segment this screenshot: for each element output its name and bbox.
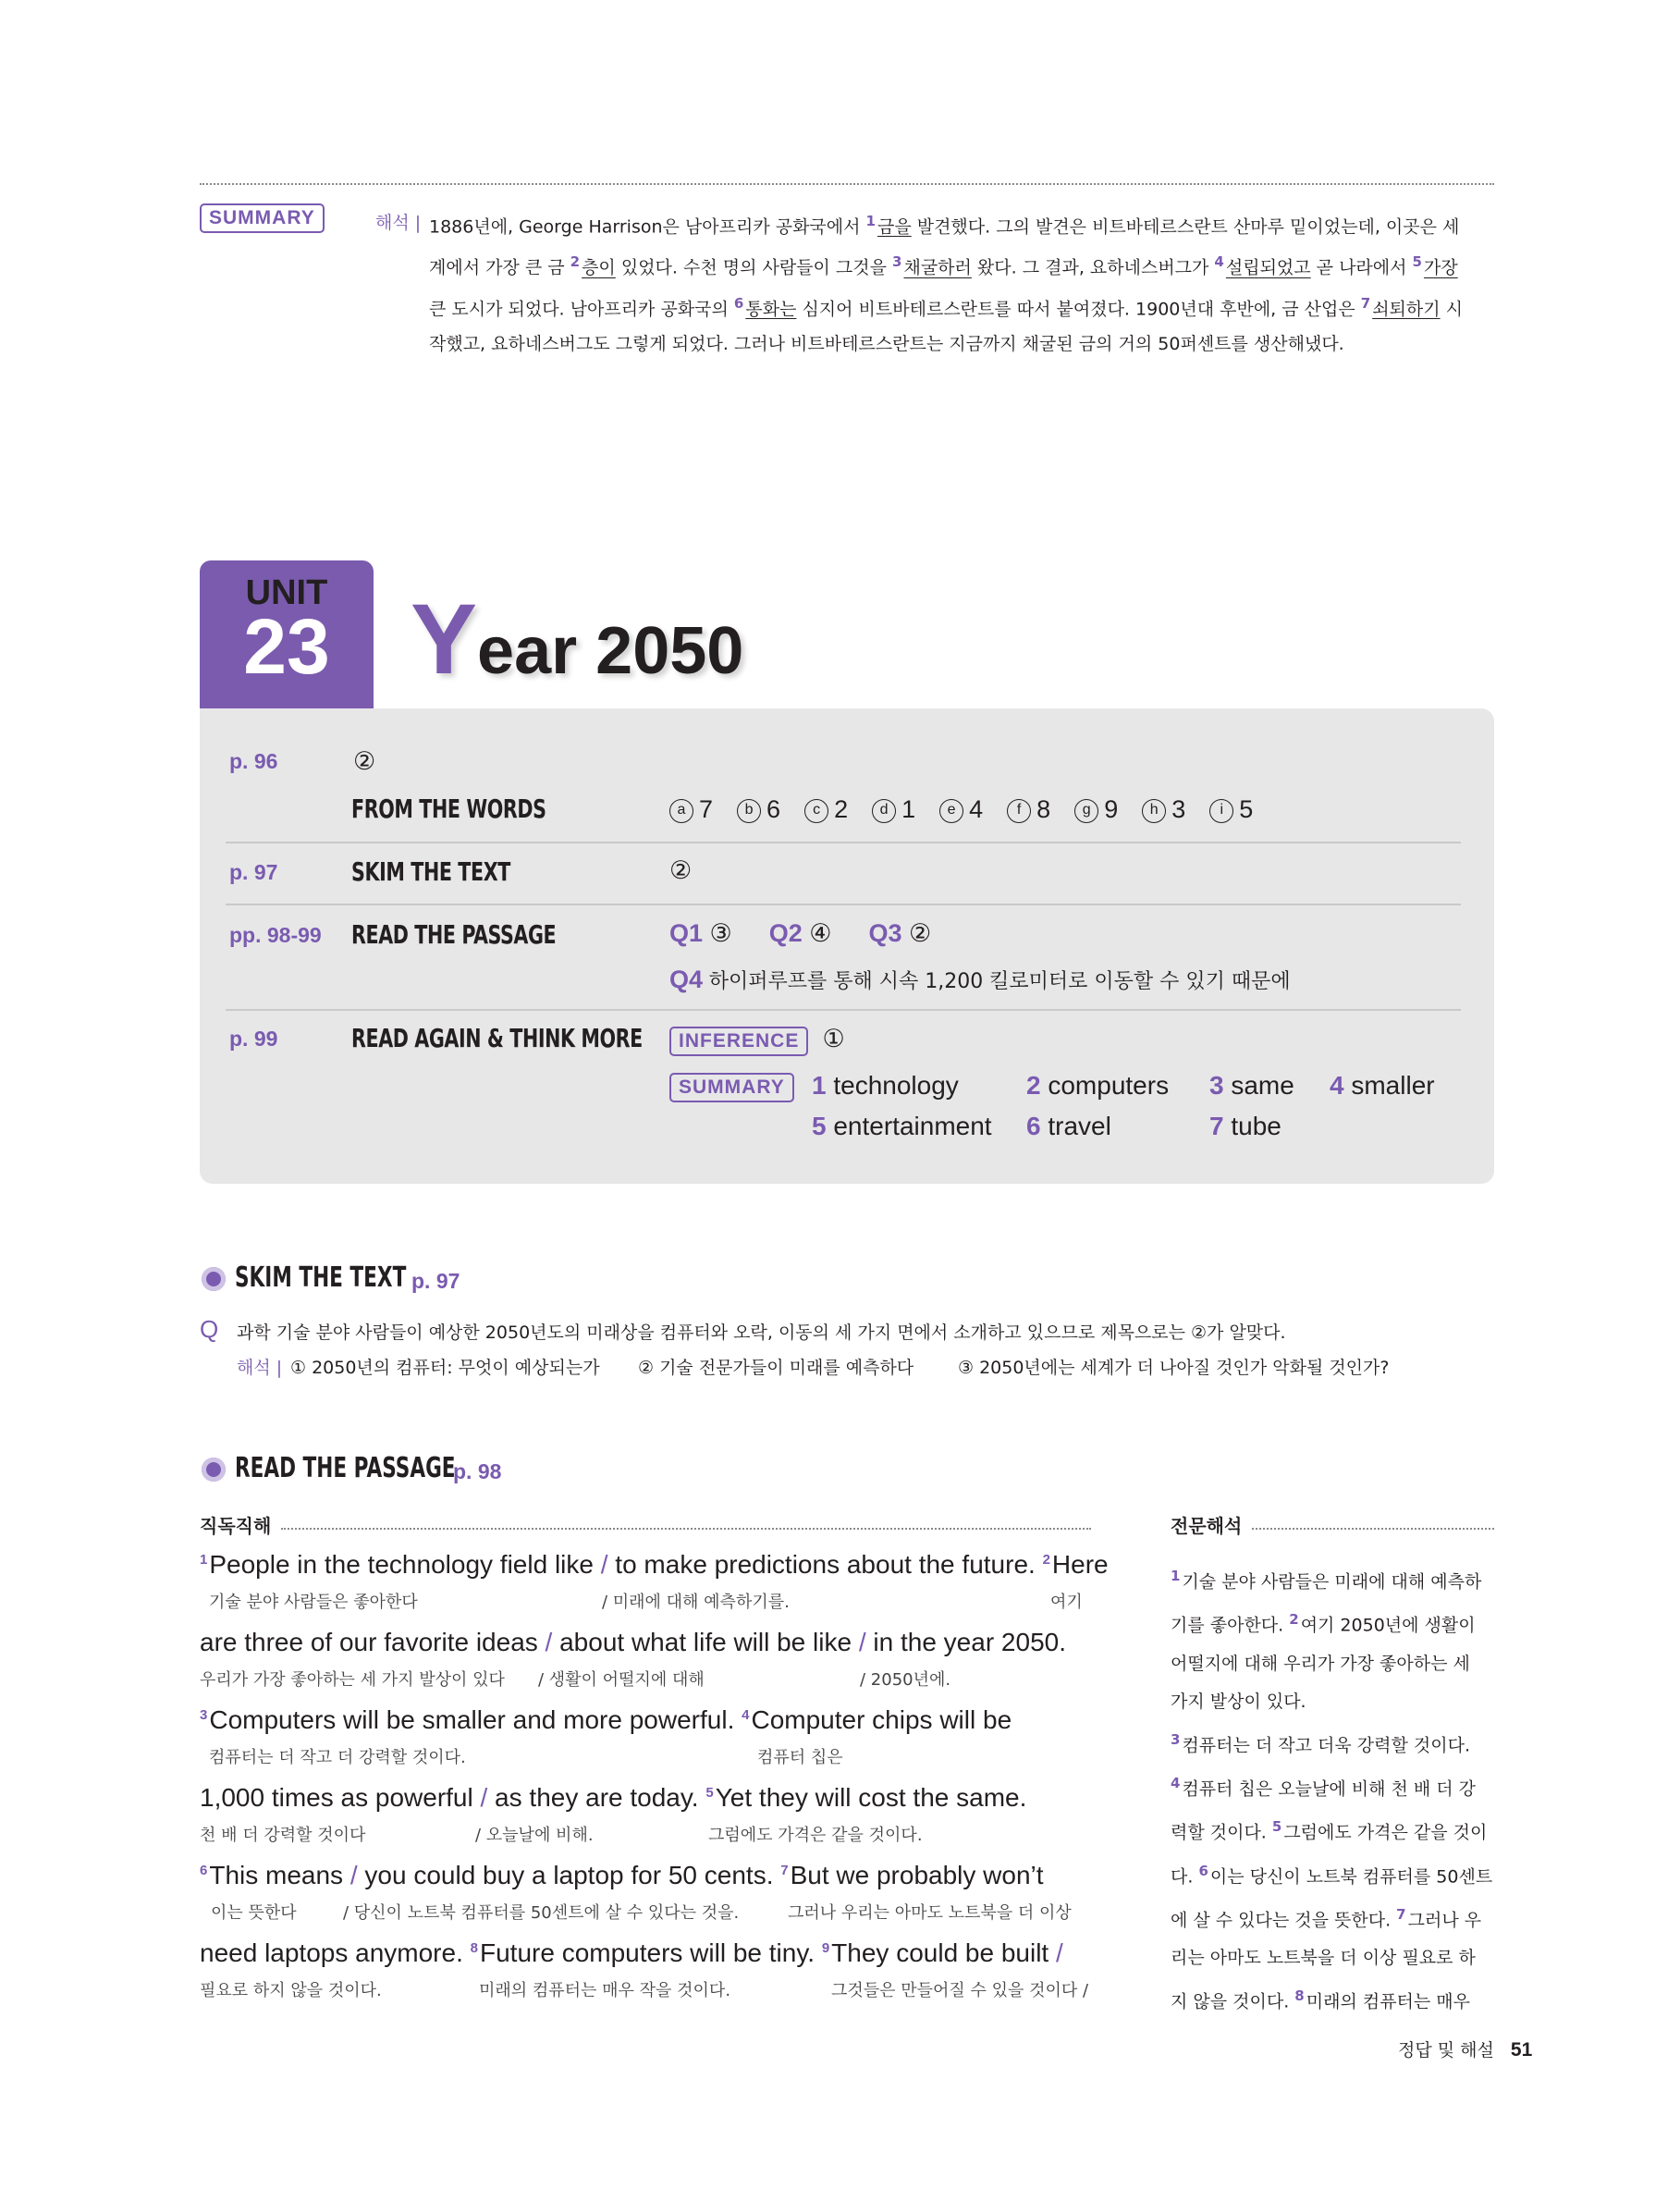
summary-row: [669, 1073, 794, 1102]
passage-korean-gloss: 이는 뜻한다: [211, 1903, 297, 1923]
passage-text: Computers will be smaller and more powerful.: [209, 1705, 742, 1734]
skim-option-3: ③ 2050년에는 세계가 더 나아질 것인가 악화될 것인가?: [958, 1358, 1390, 1378]
summary-label: 해석 |: [375, 213, 422, 233]
section-bullet: [202, 1267, 226, 1291]
passage-english-line: [200, 1938, 1063, 1968]
passage-english-line: [200, 1783, 1026, 1813]
section-read-again: READ AGAIN & THINK MORE: [351, 1023, 643, 1053]
full-text: 컴퓨터는 더 작고 더욱 강력할 것이다.: [1182, 1734, 1470, 1755]
summary-word-text: smaller: [1351, 1071, 1435, 1100]
blank-answer: 금을: [877, 216, 912, 238]
passage-korean-gloss: 필요로 하지 않을 것이다.: [200, 1981, 382, 2000]
summary-text: 1886년에, George Harrison은 남아프리카 공화국에서: [429, 216, 866, 238]
summary-word-number: 2: [1026, 1071, 1048, 1100]
direct-translation-label: 직독직해: [200, 1515, 272, 1537]
full-text: 컴퓨터 칩은 오늘날에 비해 천 배 더 강: [1182, 1778, 1477, 1800]
sentence-number: 1: [1171, 1568, 1181, 1584]
sentence-number: 8: [1294, 1987, 1305, 2005]
summary-word: [1330, 1071, 1435, 1101]
passage-korean-gloss: 그러나 우리는 아마도 노트북을 더 이상: [788, 1903, 1072, 1923]
section-read-the-passage: READ THE PASSAGE: [351, 919, 557, 950]
passage-korean-gloss: 컴퓨터 칩은: [757, 1748, 843, 1767]
sentence-number: 7: [1396, 1905, 1406, 1923]
word-number: 1: [901, 795, 916, 823]
full-text: 지 않을 것이다.: [1171, 1991, 1295, 2012]
summary-line: [429, 326, 1509, 362]
skim-page-ref: p. 97: [411, 1269, 460, 1293]
q4-answer: [669, 966, 1291, 994]
answer-p96: ②: [353, 747, 376, 775]
skim-q-label: Q: [200, 1315, 219, 1343]
inference-row: [669, 1025, 845, 1056]
word-pair: [1209, 795, 1253, 823]
summary-word-number: 1: [812, 1071, 834, 1100]
passage-text: Future computers will be tiny.: [479, 1938, 822, 1967]
sentence-number: 4: [1171, 1774, 1181, 1791]
sentence-number: 4: [742, 1706, 750, 1723]
passage-english-line: [200, 1628, 1066, 1657]
passage-text: 1,000 times as powerful: [200, 1783, 481, 1812]
passage-korean-gloss: / 미래에 대해 예측하기를.: [602, 1593, 790, 1612]
sentence-number: 9: [821, 1939, 830, 1956]
full-translation-line: [1171, 1645, 1496, 1683]
full-dots: [1252, 1528, 1494, 1530]
summary-text: 곧 나라에서: [1310, 257, 1413, 278]
skim-option-2: ② 기술 전문가들이 미래를 예측하다: [638, 1358, 914, 1378]
full-translation-line: [1171, 1601, 1496, 1644]
passage-text: as they are today.: [487, 1783, 706, 1812]
passage-english-line: [200, 1550, 1109, 1580]
question-answer: [769, 919, 832, 947]
word-pair: [737, 795, 780, 823]
full-translation-line: [1171, 1683, 1496, 1721]
passage-text: about what life will be like: [552, 1628, 859, 1656]
full-translation-line: [1171, 1721, 1496, 1765]
word-pair: [872, 795, 915, 823]
summary-word-number: 4: [1330, 1071, 1352, 1100]
page-ref-97: p. 97: [229, 860, 278, 884]
passage-english-line: [200, 1705, 1012, 1735]
passage-text: But we probably won’t: [790, 1861, 1044, 1889]
full-text: 력할 것이다.: [1171, 1822, 1272, 1843]
row-divider: [226, 904, 1461, 905]
summary-word: [812, 1071, 959, 1101]
passage-text: are three of our favorite ideas: [200, 1628, 546, 1656]
summary-text: 계에서 가장 큰 금: [429, 257, 570, 278]
full-translation-line: [1171, 1896, 1496, 1939]
unit-title: [411, 581, 743, 696]
passage-korean-gloss: 컴퓨터는 더 작고 더 강력할 것이다.: [209, 1748, 466, 1767]
full-text: 에 살 수 있다는 것을 뜻한다.: [1171, 1910, 1397, 1931]
summary-word-number: 5: [812, 1112, 834, 1140]
question-choice: ③: [703, 919, 732, 947]
question-label: Q3: [868, 919, 902, 947]
chunk-slash: /: [600, 1550, 608, 1579]
summary-word-text: same: [1231, 1071, 1294, 1100]
sentence-number: 6: [1198, 1862, 1208, 1879]
chunk-slash: /: [1055, 1938, 1063, 1967]
row-divider: [226, 1009, 1461, 1011]
sentence-number: 1: [200, 1551, 208, 1568]
full-translation-line: [1171, 1808, 1496, 1852]
question-choice: ②: [901, 919, 932, 947]
summary-word-number: 3: [1209, 1071, 1232, 1100]
summary-word: [1209, 1071, 1294, 1101]
passage-korean-gloss: 천 배 더 강력할 것이다: [200, 1826, 366, 1845]
passage-korean-gloss: 미래의 컴퓨터는 매우 작을 것이다.: [479, 1981, 731, 2000]
full-text: 미래의 컴퓨터는 매우: [1306, 1991, 1470, 2012]
summary-line: [429, 286, 1509, 326]
word-pair: [669, 795, 713, 823]
page-ref-96: p. 96: [229, 749, 278, 773]
blank-answer: 가장: [1423, 257, 1458, 278]
row-divider: [226, 842, 1461, 843]
unit-number: 23: [243, 603, 330, 690]
letter-circle: d: [872, 799, 896, 823]
full-text: 가지 발상이 있다.: [1171, 1691, 1306, 1712]
summary-word: [1026, 1071, 1169, 1101]
word-number: 9: [1104, 795, 1119, 823]
sentence-number: 3: [1171, 1730, 1181, 1748]
passage-korean-gloss: / 2050년에.: [860, 1670, 951, 1690]
summary-word-text: tube: [1231, 1112, 1281, 1140]
full-text: 기술 분야 사람들은 미래에 대해 예측하: [1182, 1571, 1482, 1593]
skim-option-1: ① 2050년의 컴퓨터: 무엇이 예상되는가: [290, 1358, 600, 1378]
passage-korean-gloss: / 생활이 어떨지에 대해: [538, 1670, 705, 1690]
sentence-number: 5: [705, 1784, 714, 1801]
passage-text: They could be built: [831, 1938, 1056, 1967]
skim-explanation: 과학 기술 분야 사람들이 예상한 2050년도의 미래상을 컴퓨터와 오락, 이동의 세 가지 면에서 소개하고 있으므로 제목으로는 ②가 알맞다.: [237, 1323, 1286, 1343]
passage-korean-gloss: 우리가 가장 좋아하는 세 가지 발상이 있다: [200, 1670, 505, 1690]
summary-word: [1209, 1112, 1281, 1141]
letter-circle: a: [669, 799, 693, 823]
summary-block: [200, 203, 325, 233]
passage-text: need laptops anymore.: [200, 1938, 471, 1967]
passage-text: People in the technology field like: [209, 1550, 601, 1579]
passage-text: you could buy a laptop for 50 cents.: [357, 1861, 781, 1889]
full-text: 기를 좋아한다.: [1171, 1615, 1290, 1636]
summary-word: [1026, 1112, 1111, 1141]
letter-circle: c: [804, 799, 828, 823]
summary-line: [429, 203, 1509, 244]
word-pair: [1074, 795, 1118, 823]
passage-page-ref: p. 98: [453, 1459, 502, 1483]
full-text: 리는 아마도 노트북을 더 이상 필요로 하: [1171, 1948, 1476, 1969]
sentence-number: 8: [470, 1939, 478, 1956]
full-translation-label: 전문해석: [1171, 1515, 1243, 1537]
word-pair: [1007, 795, 1050, 823]
passage-text: in the year 2050.: [865, 1628, 1066, 1656]
summary-text: 심지어 비트바테르스란트를 따서 붙여졌다. 1900년대 후반에, 금 산업은: [796, 298, 1361, 319]
section-from-the-words: FROM THE WORDS: [351, 794, 546, 824]
sentence-number: 7: [780, 1862, 789, 1878]
skim-heading: SKIM THE TEXT: [235, 1261, 407, 1294]
chunk-slash: /: [858, 1628, 866, 1656]
question-label: Q2: [768, 919, 803, 947]
letter-circle: e: [939, 799, 963, 823]
unit-title-initial: Y: [411, 583, 478, 695]
blank-answer: 통화는: [745, 298, 797, 319]
full-translation-line: [1171, 1852, 1496, 1896]
full-text: 다.: [1171, 1865, 1199, 1887]
blank-number: 4: [1214, 253, 1224, 271]
full-translation-line: [1171, 1557, 1496, 1601]
full-text: 그러나 우: [1407, 1910, 1482, 1931]
passage-korean-gloss: 그것들은 만들어질 수 있을 것이다 /: [831, 1981, 1089, 2000]
page-number: 51: [1510, 2039, 1533, 2061]
word-number: 8: [1036, 795, 1051, 823]
summary-word-text: computers: [1048, 1071, 1170, 1100]
summary-word-text: entertainment: [833, 1112, 992, 1140]
question-answer: [869, 919, 932, 947]
summary-word-number: 7: [1209, 1112, 1232, 1140]
sentence-number: 2: [1289, 1611, 1299, 1629]
top-divider: [200, 183, 1494, 185]
sentence-number: 2: [1042, 1551, 1050, 1568]
passage-korean-gloss: 그럼에도 가격은 같을 것이다.: [708, 1826, 923, 1845]
full-text: 이는 당신이 노트북 컴퓨터를 50센트: [1209, 1865, 1493, 1887]
full-text: 그럼에도 가격은 같을 것이: [1283, 1822, 1488, 1843]
summary-word-number: 6: [1026, 1112, 1048, 1140]
summary-word-text: technology: [833, 1071, 959, 1100]
summary-text: 발견했다. 그의 발견은 비트바테르스란트 산마루 밑이었는데, 이곳은 세: [911, 216, 1460, 238]
summary-line: [429, 244, 1509, 285]
footer-label: 정답 및 해설: [1398, 2040, 1494, 2061]
blank-answer: 쇠퇴하기: [1372, 298, 1441, 319]
blank-number: 3: [892, 253, 902, 271]
word-number: 3: [1171, 795, 1186, 823]
blank-number: 6: [733, 294, 744, 312]
full-translation-line: [1171, 1765, 1496, 1808]
letter-circle: f: [1007, 799, 1031, 823]
word-matching-answers: [669, 795, 1277, 824]
summary-text: 왔다. 그 결과, 요하네스버그가: [971, 257, 1215, 278]
direct-dots: [281, 1528, 1091, 1530]
word-number: 2: [834, 795, 849, 823]
blank-answer: 설립되었고: [1225, 257, 1311, 278]
passage-text: This means: [209, 1861, 350, 1889]
sentence-number: 6: [200, 1862, 208, 1878]
word-number: 4: [969, 795, 984, 823]
unit-badge: [200, 560, 374, 708]
summary-word: [812, 1112, 992, 1141]
summary-text: 있었다. 수천 명의 사람들이 그것을: [615, 257, 893, 278]
full-translation-line: [1171, 1939, 1496, 1977]
unit-label: UNIT: [245, 573, 328, 612]
page-ref-98-99: pp. 98-99: [229, 923, 322, 947]
chunk-slash: /: [545, 1628, 553, 1656]
passage-text: Computer chips will be: [751, 1705, 1012, 1734]
blank-number: 1: [865, 213, 876, 229]
full-translation: [1171, 1557, 1496, 2022]
word-number: 5: [1239, 795, 1254, 823]
blank-answer: 채굴하러: [903, 257, 972, 278]
full-text: 어떨지에 대해 우리가 가장 좋아하는 세: [1171, 1653, 1470, 1674]
summary-tag: SUMMARY: [200, 203, 325, 233]
summary-text: 큰 도시가 되었다. 남아프리카 공화국의: [429, 298, 734, 319]
full-translation-line: [1171, 1977, 1496, 2021]
word-pair: [1142, 795, 1185, 823]
full-text: 여기 2050년에 생활이: [1300, 1615, 1476, 1636]
passage-korean-gloss: 기술 분야 사람들은 좋아한다: [209, 1593, 418, 1612]
section-bullet: [202, 1458, 226, 1482]
question-answer: [669, 919, 732, 947]
word-number: 7: [699, 795, 714, 823]
blank-number: 2: [570, 253, 581, 271]
passage-question-answers: [669, 919, 968, 948]
inference-tag: INFERENCE: [669, 1027, 808, 1056]
skim-translation-label: 해석 |: [237, 1358, 283, 1378]
passage-text: to make predictions about the future.: [607, 1550, 1043, 1579]
summary-answers-tag: SUMMARY: [669, 1073, 794, 1102]
passage-english-line: [200, 1861, 1044, 1890]
letter-circle: g: [1074, 799, 1098, 823]
letter-circle: b: [737, 799, 761, 823]
passage-heading: READ THE PASSAGE: [235, 1452, 456, 1484]
passage-text: Yet they will cost the same.: [715, 1783, 1027, 1812]
unit-title-rest: ear 2050: [477, 614, 744, 688]
letter-circle: i: [1209, 799, 1233, 823]
inference-answer: ①: [822, 1025, 845, 1052]
word-number: 6: [766, 795, 781, 823]
passage-text: Here: [1051, 1550, 1109, 1579]
blank-answer: 층이: [582, 257, 616, 278]
q4-label: Q4: [669, 966, 704, 993]
passage-korean-gloss: / 오늘날에 비해.: [475, 1826, 594, 1845]
summary-text: 시: [1440, 298, 1464, 319]
word-pair: [804, 795, 848, 823]
summary-word-text: travel: [1048, 1112, 1111, 1140]
summary-translation: [429, 203, 1509, 362]
answer-skim: ②: [669, 856, 693, 884]
question-label: Q1: [669, 919, 704, 947]
page-ref-99: p. 99: [229, 1027, 278, 1051]
letter-circle: h: [1142, 799, 1166, 823]
summary-text: 작했고, 요하네스버그도 그렇게 되었다. 그러나 비트바테르스란트는 지금까지 채굴된 금의 거의 50퍼센트를 생산해냈다.: [429, 333, 1344, 354]
passage-korean-gloss: / 당신이 노트북 컴퓨터를 50센트에 살 수 있다는 것을.: [343, 1903, 740, 1923]
blank-number: 7: [1360, 294, 1371, 312]
chunk-slash: /: [480, 1783, 488, 1812]
word-pair: [939, 795, 983, 823]
footer: [1398, 2036, 1532, 2061]
sentence-number: 3: [200, 1706, 208, 1723]
question-choice: ④: [802, 919, 832, 947]
sentence-number: 5: [1271, 1818, 1282, 1836]
blank-number: 5: [1412, 253, 1422, 271]
section-skim-the-text: SKIM THE TEXT: [351, 856, 510, 887]
chunk-slash: /: [349, 1861, 358, 1889]
q4-text: 하이퍼루프를 통해 시속 1,200 킬로미터로 이동할 수 있기 때문에: [708, 970, 1291, 993]
passage-korean-gloss: 여기: [1050, 1593, 1083, 1612]
